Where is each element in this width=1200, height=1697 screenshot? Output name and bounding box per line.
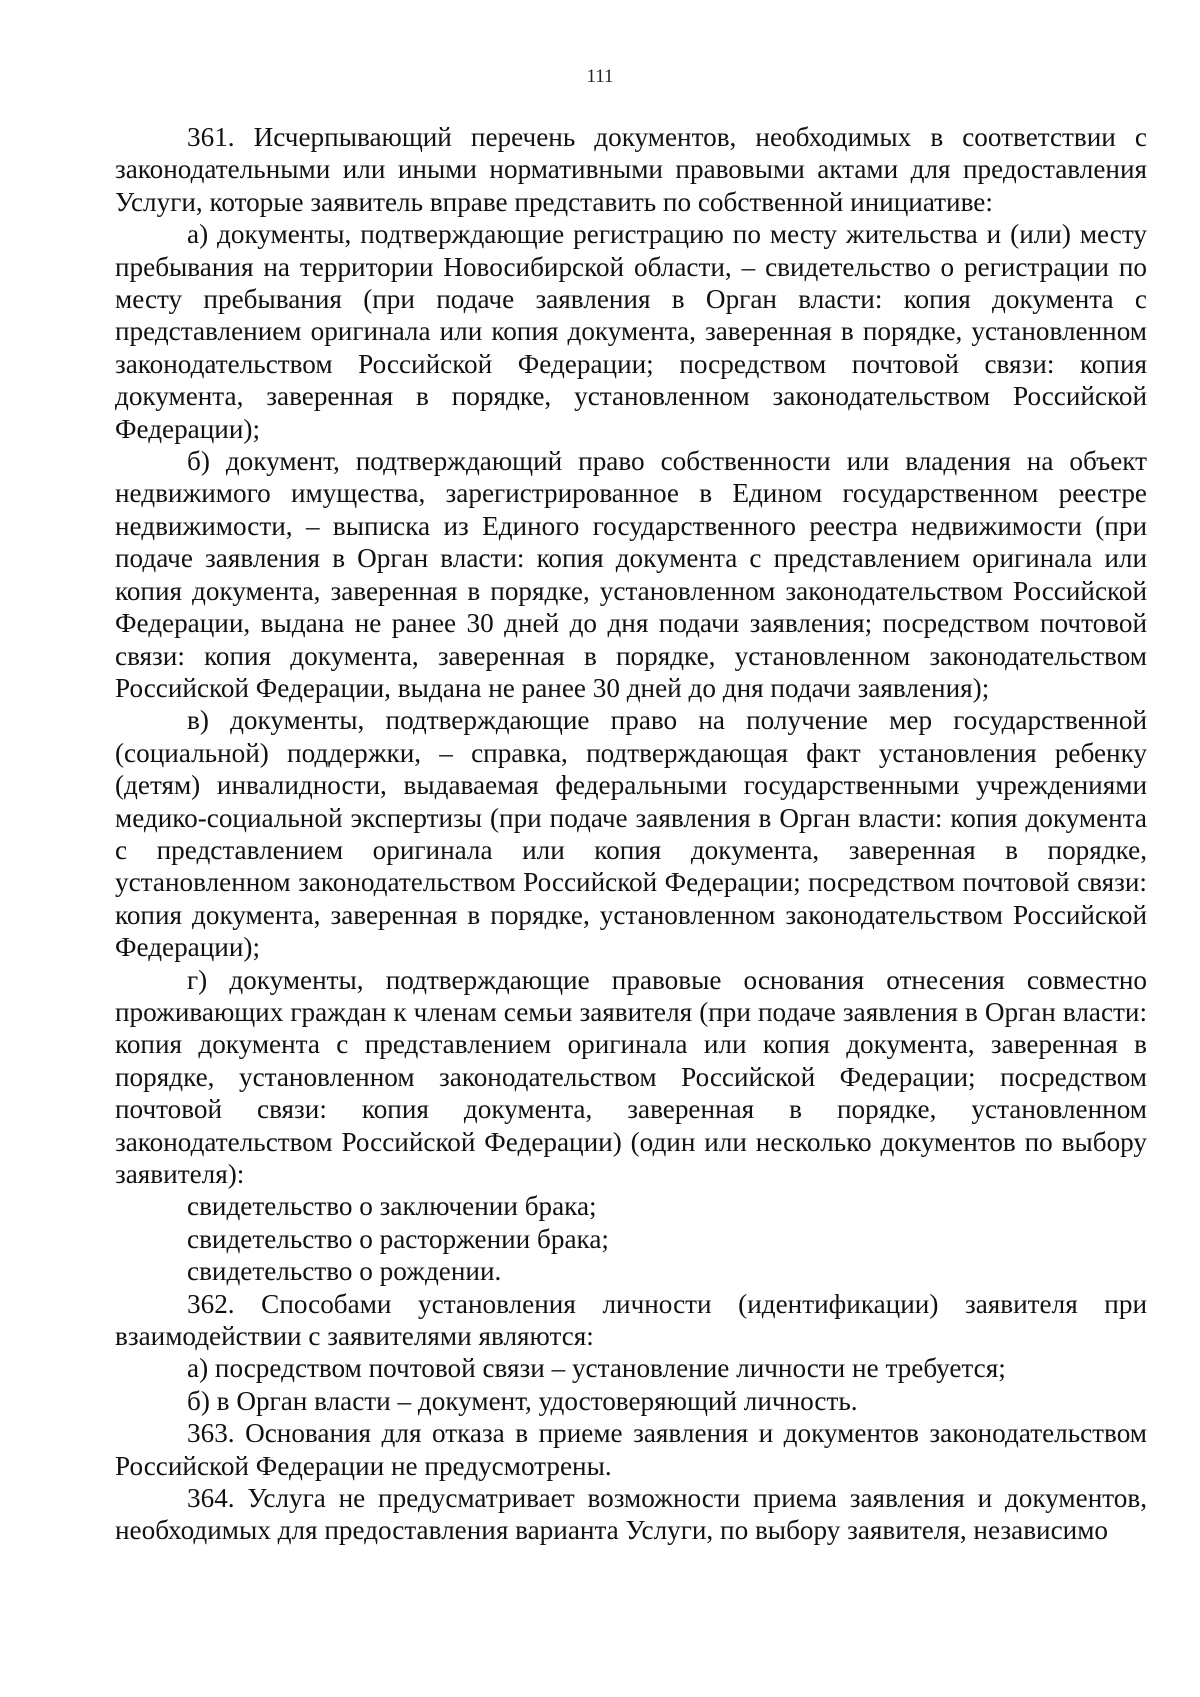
list-item-marriage-certificate: свидетельство о заключении брака;: [187, 1191, 597, 1222]
paragraph-361-v: в) документы, подтверждающие право на получение мер государственной (социальной) поддержки, – справка, подтверждающая факт установления ребенку (детям) инвалидности, выдаваемая федеральными государственными учреждениями медико-социальной экспертизы (при подаче заявления в Орган власти: копия документа с представлением оригинала или копия документа, заверенная в порядке, установленном законодательством Российской Федерации; посредством почтовой связи: копия документа, заверенная в порядке, установленном законодательством Российской Федерации);: [115, 705, 1147, 963]
paragraph-361-a: а) документы, подтверждающие регистрацию по месту жительства и (или) месту пребывания на территории Новосибирской области, – свидетельство о регистрации по месту пребывания (при подаче заявления в Орган власти: копия документа с представлением оригинала или копия документа, заверенная в порядке, установленном законодательством Российской Федерации; посредством почтовой связи: копия документа, заверенная в порядке, установленном законодательством Российской Федерации);: [115, 219, 1147, 444]
document-body: [115, 121, 1147, 1547]
list-item-divorce-certificate: свидетельство о расторжении брака;: [187, 1223, 609, 1254]
page-number: 111: [586, 66, 614, 87]
paragraph-363: 363. Основания для отказа в приеме заявления и документов законодательством Российской Федерации не предусмотрены.: [115, 1418, 1147, 1481]
paragraph-361-b: б) документ, подтверждающий право собственности или владения на объект недвижимого имущества, зарегистрированное в Едином государственном реестре недвижимости, – выписка из Единого государственного реестра недвижимости (при подаче заявления в Орган власти: копия документа с представлением оригинала или копия документа, заверенная в порядке, установленном законодательством Российской Федерации, выдана не ранее 30 дней до дня подачи заявления; посредством почтовой связи: копия документа, заверенная в порядке, установленном законодательством Российской Федерации, выдана не ранее 30 дней до дня подачи заявления);: [115, 446, 1147, 703]
paragraph-361-g: г) документы, подтверждающие правовые основания отнесения совместно проживающих граждан к членам семьи заявителя (при подаче заявления в Орган власти: копия документа с представлением оригинала или копия документа, заверенная в порядке, установленном законодательством Российской Федерации; посредством почтовой связи: копия документа, заверенная в порядке, установленном законодательством Российской Федерации) (один или несколько документов по выбору заявителя):: [115, 964, 1147, 1189]
paragraph-362-a: а) посредством почтовой связи – установление личности не требуется;: [187, 1353, 1006, 1384]
paragraph-362-b: б) в Орган власти – документ, удостоверяющий личность.: [187, 1385, 858, 1416]
list-item-birth-certificate: свидетельство о рождении.: [187, 1256, 502, 1287]
paragraph-364: 364. Услуга не предусматривает возможности приема заявления и документов, необходимых для предоставления варианта Услуги, по выбору заявителя, независимо: [115, 1483, 1147, 1546]
paragraph-362: 362. Способами установления личности (идентификации) заявителя при взаимодействии с заявителями являются:: [115, 1288, 1147, 1352]
paragraph-361: 361. Исчерпывающий перечень документов, необходимых в соответствии с законодательными или иными нормативными правовыми актами для предоставления Услуги, которые заявитель вправе представить по собственной инициативе:: [115, 122, 1147, 217]
